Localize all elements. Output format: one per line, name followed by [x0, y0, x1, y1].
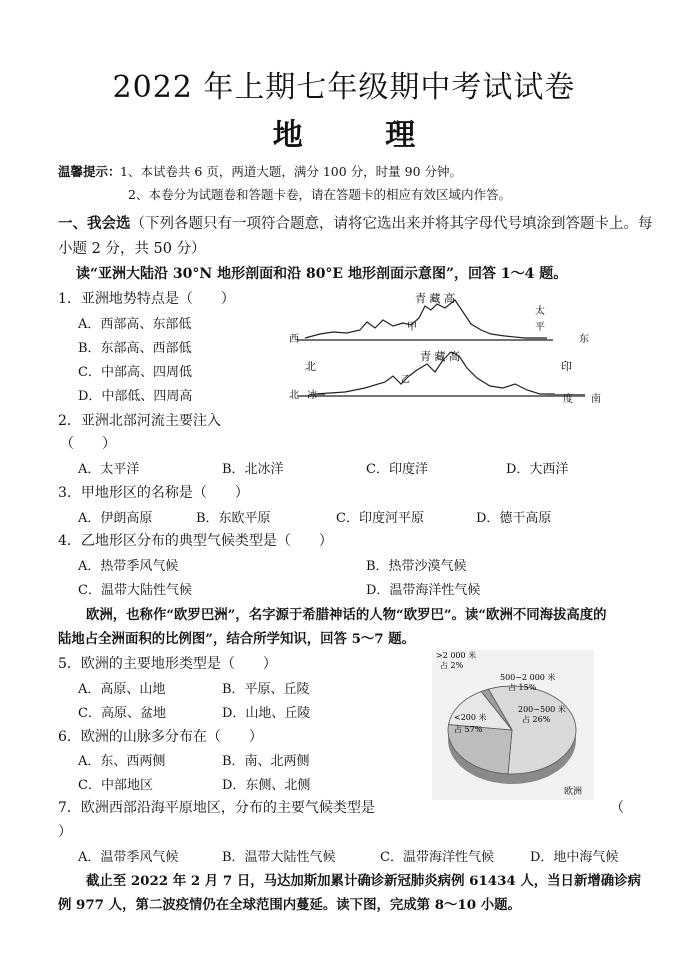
- pie-chart-title: 欧洲: [564, 787, 583, 797]
- question-2-stem: 2．亚洲北部河流主要注入: [58, 413, 221, 429]
- intro-2-line-1: 欧洲，也称作“欧罗巴洲”，名字源于希腊神话的人物“欧罗巴”。读“欧洲不同海拔高度的: [86, 607, 607, 623]
- q7-option-c: C．温带海洋性气候: [380, 850, 494, 865]
- q1-option-b: B．东部高、西部低: [78, 341, 192, 356]
- pie-label-gt2000-bottom: 占 2%: [440, 661, 464, 670]
- pie-label-500-2000-bottom: 占 15%: [508, 683, 537, 692]
- profile-30n: [297, 300, 553, 340]
- q5-option-a: A．高原、山地: [78, 682, 166, 697]
- tips-line-1: 1、本试卷共 6 页，两道大题，满分 100 分，时量 90 分钟。: [120, 164, 463, 179]
- profile-top-west: 西: [289, 334, 299, 345]
- tips-label: 温馨提示：: [58, 164, 121, 179]
- intro-3-line-2: 例 977 人，第二波疫情仍在全球范围内蔓延。读下图，完成第 8～10 小题。: [58, 897, 521, 913]
- q3-option-d: D．德干高原: [476, 511, 552, 526]
- q1-option-a: A．西部高、东部低: [78, 317, 192, 332]
- q2-option-a: A．太平洋: [78, 462, 140, 477]
- question-7-paren-close: ）: [58, 824, 72, 840]
- profile-bottom-peak: 青 藏 高: [420, 350, 460, 363]
- question-4-stem: 4．乙地形区分布的典型气候类型是（ ）: [58, 533, 333, 549]
- question-3-stem: 3．甲地形区的名称是（ ）: [58, 485, 249, 501]
- intro-3-line-1: 截止至 2022 年 2 月 7 日，马达加斯加累计确诊新冠肺炎病例 61434 人，当日新增确诊病: [86, 873, 641, 889]
- profile-bottom-yin: 印: [561, 360, 572, 373]
- q4-option-c: C．温带大陆性气候: [78, 583, 192, 598]
- pie-label-200-500-bottom: 占 26%: [522, 715, 551, 724]
- profile-bottom-bei: 北: [289, 390, 299, 401]
- q5-option-d: D．山地、丘陵: [222, 706, 311, 721]
- profile-bottom-bing: 冰: [307, 390, 317, 401]
- pie-label-lt200-top: <200 米: [454, 713, 487, 722]
- pie-label-gt2000-top: >2 000 米: [436, 651, 477, 660]
- section-heading: 一、我会选: [58, 215, 131, 232]
- subject-title: 地 理: [272, 118, 452, 153]
- q7-option-a: A．温带季风气候: [78, 850, 179, 865]
- profile-bottom-south: 南: [591, 394, 601, 405]
- q6-option-c: C．中部地区: [78, 778, 153, 793]
- q6-option-d: D．东侧、北侧: [222, 778, 311, 793]
- q2-option-b: B．北冰洋: [222, 462, 284, 477]
- q6-option-a: A．东、西两侧: [78, 754, 166, 769]
- q2-option-d: D．大西洋: [506, 462, 569, 477]
- q4-option-d: D．温带海洋性气候: [366, 583, 481, 598]
- profile-bottom-du: 度: [563, 394, 573, 405]
- question-2-paren: （ ）: [60, 436, 116, 452]
- q3-option-c: C．印度河平原: [336, 511, 424, 526]
- pie-label-lt200-bottom: 占 57%: [454, 725, 483, 734]
- q6-option-b: B．南、北两侧: [222, 754, 310, 769]
- q4-option-a: A．热带季风气候: [78, 559, 179, 574]
- europe-elevation-pie-chart: [432, 650, 594, 800]
- q7-option-d: D．地中海气候: [530, 850, 619, 865]
- tips-line-2: 2、本卷分为试题卷和答题卡卷，请在答题卡的相应有效区域内作答。: [128, 187, 511, 202]
- question-6-stem: 6．欧洲的山脉多分布在（ ）: [58, 729, 263, 745]
- q3-option-b: B．东欧平原: [196, 511, 271, 526]
- q1-option-c: C．中部高、四周低: [78, 365, 192, 380]
- q4-option-b: B．热带沙漠气候: [366, 559, 467, 574]
- profile-top-east: 东: [579, 334, 589, 345]
- profile-top-tai: 太: [535, 306, 545, 317]
- profile-top-jia: 甲: [407, 322, 417, 333]
- q7-option-b: B．温带大陆性气候: [222, 850, 336, 865]
- q5-option-b: B．平原、丘陵: [222, 682, 310, 697]
- pie-label-200-500-top: 200~500 米: [518, 705, 566, 714]
- q2-option-c: C．印度洋: [366, 462, 428, 477]
- section-instruction-1: （下列各题只有一项符合题意，请将它选出来并将其字母代号填涂到答题卡上。每: [130, 216, 653, 232]
- profile-bottom-yi: 乙: [401, 375, 411, 385]
- q1-option-d: D．中部低、四周高: [78, 389, 193, 404]
- section-instruction-2: 小题 2 分，共 50 分）: [58, 241, 206, 257]
- q5-option-c: C．高原、盆地: [78, 706, 166, 721]
- question-5-stem: 5．欧洲的主要地形类型是（ ）: [58, 656, 277, 672]
- pie-label-500-2000-top: 500~2 000 米: [500, 673, 556, 682]
- question-7-paren-open: （: [610, 800, 624, 816]
- profile-top-peak: 青 藏 高: [415, 292, 455, 305]
- exam-title: 2022 年上期七年级期中考试试卷: [112, 70, 576, 105]
- intro-1: 读“亚洲大陆沿 30°N 地形剖面和沿 80°E 地形剖面示意图”，回答 1～4 题。: [76, 266, 568, 282]
- q3-option-a: A．伊朗高原: [78, 511, 153, 526]
- profile-top-ping: 平: [535, 322, 545, 333]
- intro-2-line-2: 陆地占全洲面积的比例图”，结合所学知识，回答 5～7 题。: [58, 631, 416, 647]
- question-1-stem: 1．亚洲地势特点是（ ）: [58, 291, 235, 307]
- question-7-stem: 7．欧洲西部沿海平原地区，分布的主要气候类型是: [58, 800, 375, 816]
- profile-bottom-north: 北: [305, 360, 316, 373]
- terrain-profile-diagram: [285, 290, 605, 408]
